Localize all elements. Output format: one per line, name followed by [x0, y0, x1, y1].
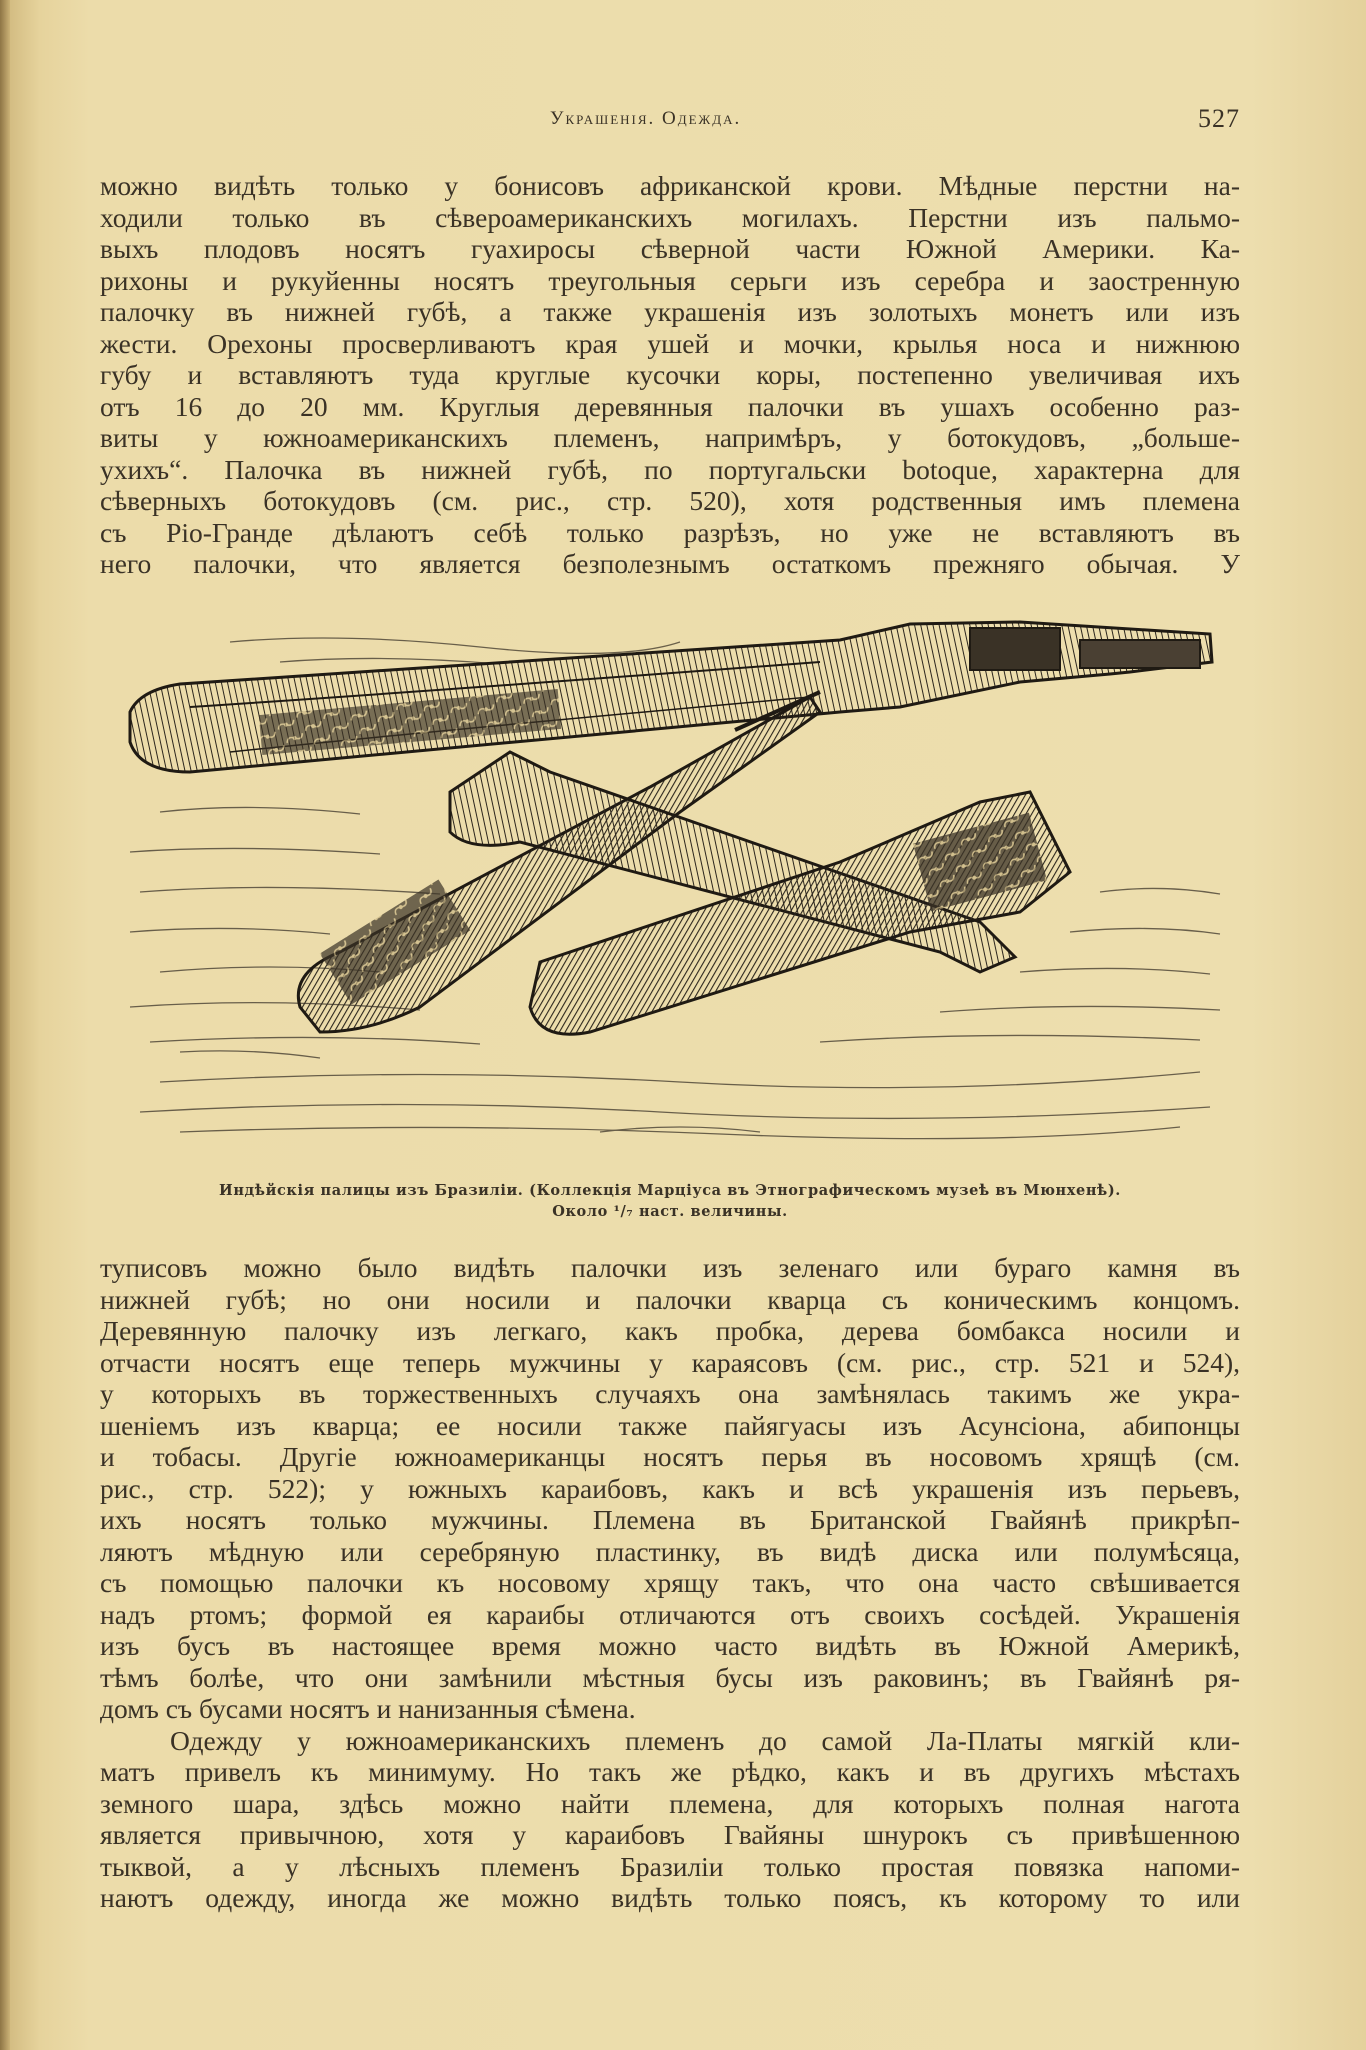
text-line: тыквой, а у лѣсныхъ племенъ Бразиліи только простая повязка напоми- — [100, 1850, 1240, 1882]
figure-caption — [100, 1180, 1240, 1222]
text-line: съ Ріо-Гранде дѣлаютъ себѣ только разрѣзъ, но уже не вставляютъ въ — [100, 516, 1240, 548]
text-line: отъ 16 до 20 мм. Круглыя деревянныя палочки въ ушахъ особенно раз- — [100, 390, 1240, 422]
text-line: земного шара, здѣсь можно найти племена, для которыхъ полная нагота — [100, 1787, 1240, 1819]
text-line: шеніемъ изъ кварца; ее носили также пайягуасы изъ Асунсіона, абипонцы — [100, 1409, 1240, 1441]
bottom-paragraph — [100, 1252, 1240, 1914]
text-line: Одежду у южноамериканскихъ племенъ до самой Ла-Платы мягкій кли- — [170, 1724, 1240, 1756]
running-head — [100, 104, 1240, 144]
text-line: можно видѣть только у бонисовъ африканской крови. Мѣдные перстни на- — [100, 170, 1240, 201]
text-line: является привычною, хотя у караибовъ Гвайяны шнурокъ съ привѣшенною — [100, 1819, 1240, 1850]
text-line: него палочки, что является безполезнымъ остаткомъ прежняго обычая. У — [100, 548, 1240, 579]
text-line: ходили только въ сѣвероамериканскихъ могилахъ. Перстни изъ пальмо- — [100, 201, 1240, 233]
text-line: у которыхъ въ торжественныхъ случаяхъ она замѣнялась такимъ же укра- — [100, 1378, 1240, 1409]
text-line: матъ привелъ къ минимуму. Но такъ же рѣдко, какъ и въ другихъ мѣстахъ — [100, 1756, 1240, 1787]
text-line: изъ бусъ въ настоящее время можно часто видѣть въ Южной Америкѣ, — [100, 1630, 1240, 1661]
text-line: рихоны и рукуйенны носятъ треугольныя серьги изъ серебра и заостренную — [100, 264, 1240, 296]
text-line: нижней губѣ; но они носили и палочки кварца съ коническимъ концомъ. — [100, 1283, 1240, 1315]
text-line: рис., стр. 522); у южныхъ караибовъ, какъ и всѣ украшенія изъ перьевъ, — [100, 1472, 1240, 1504]
text-line: наютъ одежду, иногда же можно видѣть только поясъ, къ которому то или — [100, 1882, 1240, 1913]
text-line: съ помощью палочки къ носовому хрящу такъ, что она часто свѣшивается — [100, 1567, 1240, 1598]
text-line: жести. Орехоны просверливаютъ края ушей и мочки, крылья носа и нижнюю — [100, 327, 1240, 359]
text-line: виты у южноамериканскихъ племенъ, напримѣръ, у ботокудовъ, „больше- — [100, 422, 1240, 453]
text-line: ухихъ“. Палочка въ нижней губѣ, по португальски botoque, характерна для — [100, 453, 1240, 485]
caption-line-2: Около ¹/₇ наст. величины. — [552, 1203, 788, 1220]
engraving-figure — [120, 612, 1230, 1152]
text-line: ляютъ мѣдную или серебряную пластинку, въ видѣ диска или полумѣсяца, — [100, 1535, 1240, 1567]
text-line: ихъ носятъ только мужчины. Племена въ Британской Гвайянѣ прикрѣп- — [100, 1504, 1240, 1535]
text-line: Деревянную палочку изъ легкаго, какъ пробка, дерева бомбакса носили и — [100, 1315, 1240, 1346]
text-line: домъ съ бусами носятъ и нанизанныя сѣмена. — [100, 1693, 636, 1724]
brazilian-clubs-engraving — [120, 612, 1230, 1152]
text-line: выхъ плодовъ носятъ гуахиросы сѣверной части Южной Америки. Ка- — [100, 233, 1240, 264]
text-line: и тобасы. Другіе южноамериканцы носятъ перья въ носовомъ хрящѣ (см. — [100, 1441, 1240, 1472]
text-line: палочку въ нижней губѣ, а также украшенія изъ золотыхъ монетъ или изъ — [100, 296, 1240, 327]
text-line: сѣверныхъ ботокудовъ (см. рис., стр. 520), хотя родственныя имъ племена — [100, 485, 1240, 516]
text-line: туписовъ можно было видѣть палочки изъ зеленаго или бураго камня въ — [100, 1252, 1240, 1283]
page-spine-shadow — [0, 0, 10, 2050]
text-line: отчасти носятъ еще теперь мужчины у караясовъ (см. рис., стр. 521 и 524), — [100, 1346, 1240, 1378]
text-line: тѣмъ болѣе, что они замѣнили мѣстныя бусы изъ раковинъ; въ Гвайянѣ ря- — [100, 1661, 1240, 1693]
text-line: надъ ртомъ; формой ея караибы отличаются отъ своихъ сосѣдей. Украшенія — [100, 1598, 1240, 1630]
text-line: губу и вставляютъ туда круглые кусочки коры, постепенно увеличивая ихъ — [100, 359, 1240, 390]
caption-line-1: Индѣйскія палицы изъ Бразиліи. (Коллекція Марціуса въ Этнографическомъ музеѣ въ Мюнхенѣ). — [219, 1182, 1121, 1199]
page-number: 527 — [1198, 104, 1240, 133]
running-head-title: Украшенія. Одежда. — [550, 108, 742, 129]
top-paragraph — [100, 170, 1240, 580]
